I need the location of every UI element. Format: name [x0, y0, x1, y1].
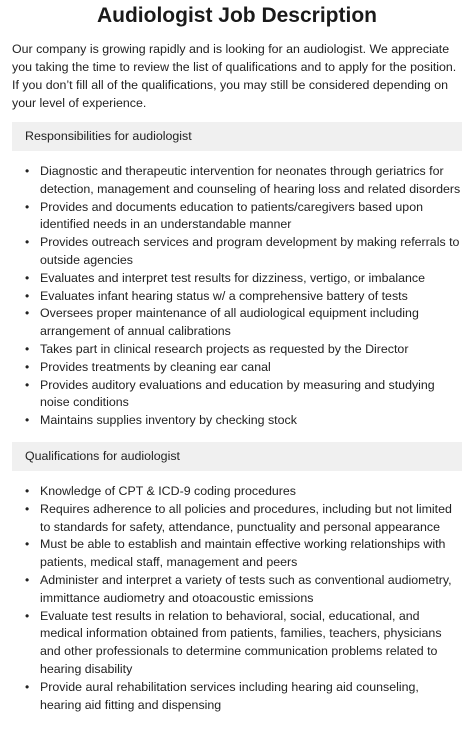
- list-item-text: Must be able to establish and maintain effective working relationships with patients, medical staff, management and peers: [40, 537, 446, 570]
- bullet-icon: •: [25, 413, 30, 428]
- list-item-text: Provides auditory evaluations and education by measuring and studying noise conditions: [40, 377, 435, 410]
- bullet-icon: •: [25, 288, 30, 303]
- list-item: [12, 377, 462, 413]
- list-item: [12, 234, 462, 270]
- list-item-text: Provides and documents education to patients/caregivers based upon identified needs in an understandable manner: [40, 199, 423, 232]
- list-item: [12, 608, 462, 679]
- bullet-icon: •: [25, 199, 30, 214]
- list-item-text: Provide aural rehabilitation services including hearing aid counseling, hearing aid fitting and dispensing: [40, 679, 419, 712]
- qualifications-header: Qualifications for audiologist: [12, 442, 462, 471]
- list-item-text: Maintains supplies inventory by checking stock: [40, 413, 297, 428]
- list-item: [12, 679, 462, 715]
- list-item-text: Provides outreach services and program development by making referrals to outside agencies: [40, 235, 460, 267]
- page-title: Audiologist Job Description: [96, 4, 377, 27]
- bullet-icon: •: [25, 306, 30, 321]
- intro-paragraph: Our company is growing rapidly and is looking for an audiologist. We appreciate you taking the time to review the list of qualifications and to apply for the position. If you don’t fill all of the qualifications, you may still be considered depending on your level of experience.: [12, 42, 457, 110]
- list-item: [12, 199, 462, 235]
- list-item: [12, 501, 462, 537]
- bullet-icon: •: [25, 270, 30, 285]
- bullet-icon: •: [25, 235, 30, 250]
- bullet-icon: •: [25, 572, 30, 587]
- list-item-text: Administer and interpret a variety of tests such as conventional audiometry, immittance audiometry and otoacoustic emissions: [40, 572, 452, 605]
- list-item: [12, 305, 462, 341]
- list-item-text: Diagnostic and therapeutic intervention for neonates through geriatrics for detection, management and counseling of hearing loss and related disorders: [40, 164, 461, 196]
- list-item: [12, 359, 462, 377]
- list-item-text: Evaluates infant hearing status w/ a comprehensive battery of tests: [40, 288, 408, 303]
- bullet-icon: •: [25, 679, 30, 694]
- list-item: [12, 572, 462, 608]
- bullet-icon: •: [25, 377, 30, 392]
- list-item-text: Oversees proper maintenance of all audiological equipment including arrangement of annual calibrations: [40, 306, 419, 339]
- qualifications-list: [12, 483, 462, 714]
- list-item: [12, 270, 462, 288]
- list-item-text: Evaluate test results in relation to behavioral, social, educational, and medical information obtained from patients, families, teachers, physicians and other professionals to determine communication problems related to hearing disability: [40, 608, 442, 676]
- list-item-text: Requires adherence to all policies and procedures, including but not limited to standards for safety, attendance, punctuality and personal appearance: [40, 501, 452, 534]
- bullet-icon: •: [25, 341, 30, 356]
- list-item: [12, 288, 462, 306]
- list-item: [12, 341, 462, 359]
- list-item: [12, 536, 462, 572]
- responsibilities-header: Responsibilities for audiologist: [12, 122, 462, 151]
- bullet-icon: •: [25, 608, 30, 623]
- bullet-icon: •: [25, 164, 30, 178]
- list-item-text: Provides treatments by cleaning ear canal: [40, 359, 271, 374]
- list-item-text: Evaluates and interpret test results for dizziness, vertigo, or imbalance: [40, 270, 425, 285]
- bullet-icon: •: [25, 501, 30, 516]
- bullet-icon: •: [25, 359, 30, 374]
- bullet-icon: •: [25, 483, 30, 498]
- list-item-text: Takes part in clinical research projects as requested by the Director: [40, 341, 409, 356]
- list-item-text: Knowledge of CPT & ICD-9 coding procedures: [40, 483, 296, 498]
- bullet-icon: •: [25, 537, 30, 552]
- list-item: [12, 163, 462, 199]
- list-item: [12, 412, 462, 430]
- responsibilities-list: [12, 163, 462, 430]
- list-item: [12, 483, 462, 501]
